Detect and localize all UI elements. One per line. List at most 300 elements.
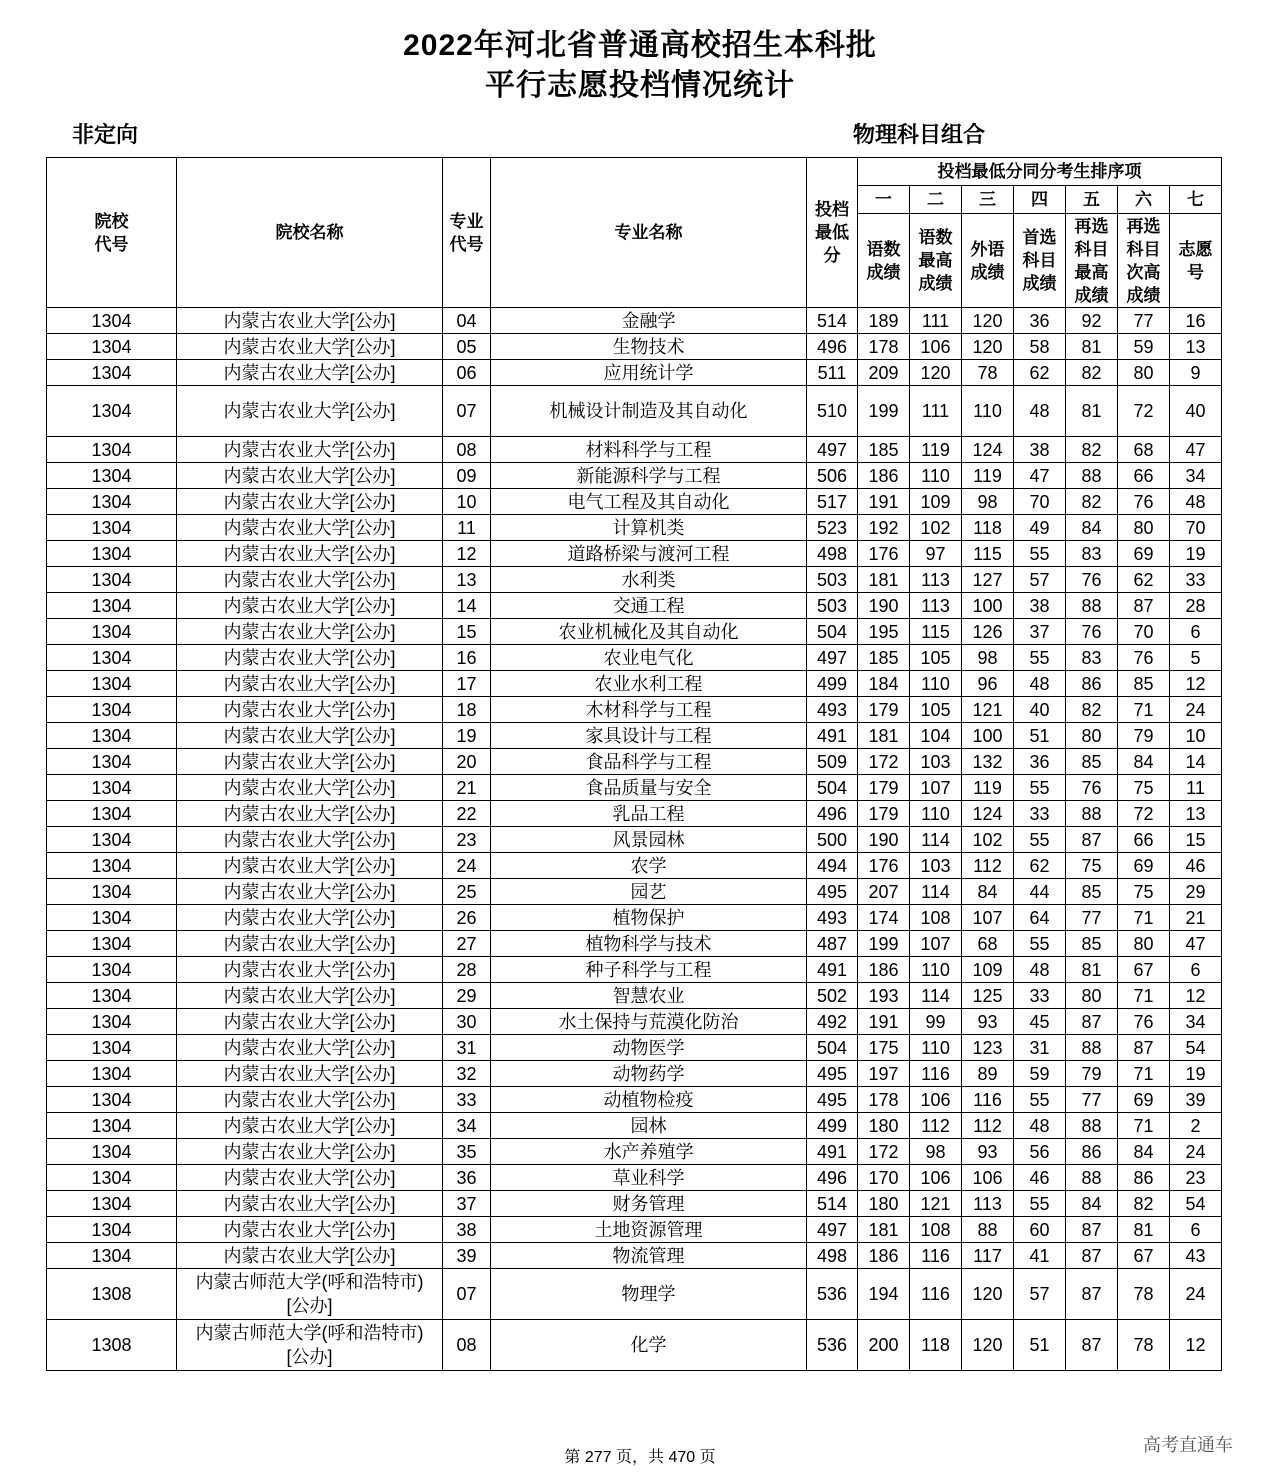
cell-school-name: 内蒙古农业大学[公办]	[177, 1009, 443, 1035]
header-school-name: 院校名称	[177, 158, 443, 308]
cell-major-code: 30	[443, 1009, 491, 1035]
cell-first-subject: 44	[1014, 879, 1066, 905]
cell-min-score: 497	[807, 437, 858, 463]
cell-first-subject: 64	[1014, 905, 1066, 931]
cell-min-score: 495	[807, 1087, 858, 1113]
cell-major-name: 机械设计制造及其自动化	[491, 386, 807, 437]
cell-min-score: 491	[807, 1139, 858, 1165]
table-row	[47, 1217, 1222, 1243]
cell-foreign-lang: 124	[962, 801, 1014, 827]
cell-school-code: 1304	[47, 931, 177, 957]
cell-school-code: 1304	[47, 905, 177, 931]
cell-choice-number: 6	[1170, 619, 1222, 645]
cell-choice-number: 54	[1170, 1035, 1222, 1061]
cell-reselect-max: 80	[1066, 983, 1118, 1009]
cell-first-subject: 48	[1014, 386, 1066, 437]
cell-reselect-second: 71	[1118, 1061, 1170, 1087]
cell-first-subject: 38	[1014, 437, 1066, 463]
cell-yushu-score: 199	[858, 386, 910, 437]
cell-school-code: 1304	[47, 775, 177, 801]
cell-major-name: 种子科学与工程	[491, 957, 807, 983]
cell-reselect-max: 77	[1066, 905, 1118, 931]
cell-major-code: 39	[443, 1243, 491, 1269]
cell-first-subject: 70	[1014, 489, 1066, 515]
cell-foreign-lang: 125	[962, 983, 1014, 1009]
cell-school-code: 1304	[47, 827, 177, 853]
cell-min-score: 495	[807, 1061, 858, 1087]
cell-school-name: 内蒙古农业大学[公办]	[177, 1061, 443, 1087]
cell-first-subject: 59	[1014, 1061, 1066, 1087]
cell-school-name: 内蒙古农业大学[公办]	[177, 334, 443, 360]
cell-reselect-second: 80	[1118, 931, 1170, 957]
cell-major-name: 智慧农业	[491, 983, 807, 1009]
cell-first-subject: 51	[1014, 723, 1066, 749]
cell-major-name: 动植物检疫	[491, 1087, 807, 1113]
cell-school-name: 内蒙古农业大学[公办]	[177, 386, 443, 437]
table-row	[47, 463, 1222, 489]
cell-choice-number: 19	[1170, 1061, 1222, 1087]
cell-school-code: 1304	[47, 879, 177, 905]
table-row	[47, 308, 1222, 334]
cell-choice-number: 10	[1170, 723, 1222, 749]
cell-min-score: 504	[807, 775, 858, 801]
cell-school-name: 内蒙古农业大学[公办]	[177, 749, 443, 775]
cell-school-code: 1304	[47, 463, 177, 489]
cell-school-code: 1308	[47, 1269, 177, 1320]
cell-foreign-lang: 123	[962, 1035, 1014, 1061]
cell-choice-number: 6	[1170, 957, 1222, 983]
cell-yushu-score: 209	[858, 360, 910, 386]
cell-reselect-second: 79	[1118, 723, 1170, 749]
cell-min-score: 517	[807, 489, 858, 515]
cell-reselect-second: 71	[1118, 983, 1170, 1009]
cell-min-score: 491	[807, 723, 858, 749]
cell-major-code: 37	[443, 1191, 491, 1217]
cell-reselect-max: 81	[1066, 957, 1118, 983]
cell-choice-number: 34	[1170, 1009, 1222, 1035]
cell-school-name: 内蒙古农业大学[公办]	[177, 983, 443, 1009]
cell-min-score: 504	[807, 1035, 858, 1061]
header-order-5: 五	[1066, 186, 1118, 214]
table-row	[47, 360, 1222, 386]
cell-school-name: 内蒙古农业大学[公办]	[177, 437, 443, 463]
cell-yushu-score: 179	[858, 775, 910, 801]
cell-reselect-second: 75	[1118, 879, 1170, 905]
table-row	[47, 334, 1222, 360]
table-row	[47, 619, 1222, 645]
cell-yushu-score: 189	[858, 308, 910, 334]
cell-major-name: 道路桥梁与渡河工程	[491, 541, 807, 567]
cell-yushu-max: 104	[910, 723, 962, 749]
cell-major-code: 15	[443, 619, 491, 645]
cell-min-score: 504	[807, 619, 858, 645]
cell-min-score: 506	[807, 463, 858, 489]
cell-yushu-score: 190	[858, 827, 910, 853]
cell-foreign-lang: 107	[962, 905, 1014, 931]
table-row	[47, 1320, 1222, 1371]
cell-foreign-lang: 118	[962, 515, 1014, 541]
table-row	[47, 1113, 1222, 1139]
table-row	[47, 983, 1222, 1009]
cell-yushu-score: 180	[858, 1191, 910, 1217]
header-item-5: 再选科目最高成绩	[1066, 214, 1118, 308]
cell-reselect-max: 86	[1066, 1139, 1118, 1165]
cell-foreign-lang: 112	[962, 853, 1014, 879]
cell-school-name: 内蒙古农业大学[公办]	[177, 671, 443, 697]
cell-yushu-max: 105	[910, 645, 962, 671]
header-item-1: 语数成绩	[858, 214, 910, 308]
cell-reselect-second: 76	[1118, 489, 1170, 515]
cell-major-name: 乳品工程	[491, 801, 807, 827]
table-row	[47, 853, 1222, 879]
cell-reselect-second: 80	[1118, 360, 1170, 386]
cell-first-subject: 55	[1014, 775, 1066, 801]
cell-major-code: 19	[443, 723, 491, 749]
cell-reselect-second: 80	[1118, 515, 1170, 541]
header-item-6: 再选科目次高成绩	[1118, 214, 1170, 308]
cell-yushu-max: 113	[910, 567, 962, 593]
cell-school-name: 内蒙古农业大学[公办]	[177, 775, 443, 801]
cell-major-name: 木材科学与工程	[491, 697, 807, 723]
cell-yushu-score: 207	[858, 879, 910, 905]
cell-foreign-lang: 68	[962, 931, 1014, 957]
cell-yushu-max: 113	[910, 593, 962, 619]
cell-school-name: 内蒙古农业大学[公办]	[177, 957, 443, 983]
cell-major-code: 13	[443, 567, 491, 593]
cell-yushu-max: 115	[910, 619, 962, 645]
table-row	[47, 723, 1222, 749]
cell-reselect-second: 69	[1118, 853, 1170, 879]
cell-reselect-second: 84	[1118, 749, 1170, 775]
cell-first-subject: 41	[1014, 1243, 1066, 1269]
cell-reselect-second: 62	[1118, 567, 1170, 593]
header-item-2: 语数最高成绩	[910, 214, 962, 308]
cell-reselect-second: 66	[1118, 827, 1170, 853]
table-row	[47, 775, 1222, 801]
cell-school-name: 内蒙古农业大学[公办]	[177, 801, 443, 827]
cell-school-code: 1304	[47, 437, 177, 463]
table-row	[47, 1139, 1222, 1165]
cell-major-code: 11	[443, 515, 491, 541]
page-title-line2: 平行志愿投档情况统计	[485, 69, 795, 102]
cell-yushu-score: 175	[858, 1035, 910, 1061]
cell-min-score: 498	[807, 1243, 858, 1269]
cell-foreign-lang: 98	[962, 489, 1014, 515]
cell-major-code: 32	[443, 1061, 491, 1087]
cell-school-code: 1304	[47, 697, 177, 723]
cell-reselect-second: 69	[1118, 541, 1170, 567]
table-row	[47, 1243, 1222, 1269]
cell-yushu-max: 114	[910, 827, 962, 853]
cell-yushu-score: 197	[858, 1061, 910, 1087]
cell-major-code: 12	[443, 541, 491, 567]
cell-min-score: 536	[807, 1269, 858, 1320]
cell-first-subject: 46	[1014, 1165, 1066, 1191]
cell-yushu-max: 114	[910, 879, 962, 905]
cell-foreign-lang: 119	[962, 463, 1014, 489]
cell-foreign-lang: 78	[962, 360, 1014, 386]
cell-reselect-max: 85	[1066, 749, 1118, 775]
cell-foreign-lang: 98	[962, 645, 1014, 671]
cell-major-code: 16	[443, 645, 491, 671]
cell-major-code: 26	[443, 905, 491, 931]
cell-min-score: 511	[807, 360, 858, 386]
cell-foreign-lang: 115	[962, 541, 1014, 567]
cell-reselect-max: 87	[1066, 1217, 1118, 1243]
cell-school-code: 1304	[47, 1139, 177, 1165]
table-row	[47, 489, 1222, 515]
cell-first-subject: 40	[1014, 697, 1066, 723]
cell-yushu-max: 119	[910, 437, 962, 463]
cell-yushu-max: 108	[910, 905, 962, 931]
cell-foreign-lang: 106	[962, 1165, 1014, 1191]
cell-choice-number: 15	[1170, 827, 1222, 853]
cell-yushu-score: 186	[858, 463, 910, 489]
cell-foreign-lang: 110	[962, 386, 1014, 437]
cell-choice-number: 19	[1170, 541, 1222, 567]
cell-yushu-max: 112	[910, 1113, 962, 1139]
cell-reselect-second: 59	[1118, 334, 1170, 360]
cell-reselect-max: 75	[1066, 853, 1118, 879]
cell-min-score: 536	[807, 1320, 858, 1371]
cell-reselect-max: 85	[1066, 931, 1118, 957]
table-row	[47, 879, 1222, 905]
cell-major-name: 植物科学与技术	[491, 931, 807, 957]
cell-reselect-second: 77	[1118, 308, 1170, 334]
cell-major-code: 22	[443, 801, 491, 827]
cell-foreign-lang: 132	[962, 749, 1014, 775]
table-row	[47, 1165, 1222, 1191]
cell-foreign-lang: 126	[962, 619, 1014, 645]
cell-major-name: 材料科学与工程	[491, 437, 807, 463]
cell-first-subject: 55	[1014, 1087, 1066, 1113]
cell-major-name: 应用统计学	[491, 360, 807, 386]
cell-major-name: 植物保护	[491, 905, 807, 931]
cell-yushu-score: 185	[858, 437, 910, 463]
table-row	[47, 801, 1222, 827]
cell-first-subject: 36	[1014, 308, 1066, 334]
cell-yushu-score: 199	[858, 931, 910, 957]
cell-major-name: 水利类	[491, 567, 807, 593]
table-body	[47, 308, 1222, 1371]
cell-school-name: 内蒙古农业大学[公办]	[177, 1191, 443, 1217]
cell-first-subject: 62	[1014, 853, 1066, 879]
cell-yushu-max: 116	[910, 1269, 962, 1320]
cell-yushu-score: 186	[858, 957, 910, 983]
cell-reselect-max: 86	[1066, 671, 1118, 697]
table-row	[47, 515, 1222, 541]
cell-reselect-max: 87	[1066, 1243, 1118, 1269]
cell-reselect-max: 80	[1066, 723, 1118, 749]
cell-choice-number: 24	[1170, 697, 1222, 723]
cell-choice-number: 24	[1170, 1139, 1222, 1165]
cell-major-code: 20	[443, 749, 491, 775]
cell-major-name: 家具设计与工程	[491, 723, 807, 749]
cell-school-name: 内蒙古农业大学[公办]	[177, 1165, 443, 1191]
cell-reselect-second: 85	[1118, 671, 1170, 697]
cell-major-code: 10	[443, 489, 491, 515]
cell-foreign-lang: 120	[962, 308, 1014, 334]
cell-reselect-max: 88	[1066, 801, 1118, 827]
cell-yushu-max: 102	[910, 515, 962, 541]
cell-major-name: 物流管理	[491, 1243, 807, 1269]
cell-school-code: 1304	[47, 567, 177, 593]
cell-yushu-max: 107	[910, 931, 962, 957]
cell-reselect-second: 70	[1118, 619, 1170, 645]
cell-min-score: 494	[807, 853, 858, 879]
cell-school-code: 1304	[47, 541, 177, 567]
cell-min-score: 496	[807, 1165, 858, 1191]
cell-choice-number: 39	[1170, 1087, 1222, 1113]
cell-reselect-second: 78	[1118, 1320, 1170, 1371]
cell-reselect-max: 88	[1066, 463, 1118, 489]
cell-school-code: 1304	[47, 593, 177, 619]
cell-first-subject: 55	[1014, 645, 1066, 671]
cell-school-name: 内蒙古农业大学[公办]	[177, 697, 443, 723]
header-school-code: 院校代号	[47, 158, 177, 308]
cell-yushu-max: 110	[910, 1035, 962, 1061]
cell-major-name: 交通工程	[491, 593, 807, 619]
cell-first-subject: 48	[1014, 1113, 1066, 1139]
cell-major-name: 食品质量与安全	[491, 775, 807, 801]
cell-major-code: 34	[443, 1113, 491, 1139]
cell-major-code: 31	[443, 1035, 491, 1061]
table-row	[47, 386, 1222, 437]
cell-school-name: 内蒙古农业大学[公办]	[177, 1087, 443, 1113]
cell-choice-number: 47	[1170, 931, 1222, 957]
cell-school-code: 1304	[47, 723, 177, 749]
cell-yushu-max: 106	[910, 1087, 962, 1113]
table-row	[47, 905, 1222, 931]
cell-school-code: 1304	[47, 957, 177, 983]
cell-school-name: 内蒙古农业大学[公办]	[177, 515, 443, 541]
cell-choice-number: 5	[1170, 645, 1222, 671]
header-tiebreak-group: 投档最低分同分考生排序项	[858, 158, 1222, 186]
cell-major-name: 园林	[491, 1113, 807, 1139]
cell-school-code: 1304	[47, 515, 177, 541]
cell-major-name: 生物技术	[491, 334, 807, 360]
cell-school-code: 1304	[47, 853, 177, 879]
cell-choice-number: 12	[1170, 671, 1222, 697]
cell-reselect-second: 87	[1118, 1035, 1170, 1061]
cell-foreign-lang: 89	[962, 1061, 1014, 1087]
cell-school-code: 1304	[47, 1165, 177, 1191]
cell-major-code: 08	[443, 1320, 491, 1371]
cell-min-score: 493	[807, 697, 858, 723]
cell-yushu-score: 178	[858, 1087, 910, 1113]
cell-major-code: 28	[443, 957, 491, 983]
cell-foreign-lang: 84	[962, 879, 1014, 905]
cell-reselect-max: 81	[1066, 334, 1118, 360]
cell-reselect-second: 76	[1118, 1009, 1170, 1035]
header-major-name: 专业名称	[491, 158, 807, 308]
cell-school-name: 内蒙古农业大学[公办]	[177, 308, 443, 334]
cell-yushu-max: 103	[910, 853, 962, 879]
cell-school-name: 内蒙古农业大学[公办]	[177, 645, 443, 671]
cell-major-name: 水产养殖学	[491, 1139, 807, 1165]
cell-reselect-max: 84	[1066, 1191, 1118, 1217]
cell-first-subject: 33	[1014, 801, 1066, 827]
cell-reselect-second: 72	[1118, 801, 1170, 827]
cell-min-score: 493	[807, 905, 858, 931]
cell-choice-number: 12	[1170, 1320, 1222, 1371]
cell-major-code: 04	[443, 308, 491, 334]
cell-choice-number: 54	[1170, 1191, 1222, 1217]
cell-min-score: 492	[807, 1009, 858, 1035]
cell-reselect-second: 84	[1118, 1139, 1170, 1165]
cell-reselect-max: 82	[1066, 437, 1118, 463]
cell-major-code: 07	[443, 1269, 491, 1320]
table-row	[47, 931, 1222, 957]
cell-foreign-lang: 112	[962, 1113, 1014, 1139]
cell-reselect-max: 77	[1066, 1087, 1118, 1113]
cell-first-subject: 47	[1014, 463, 1066, 489]
cell-major-name: 电气工程及其自动化	[491, 489, 807, 515]
cell-reselect-max: 83	[1066, 541, 1118, 567]
cell-foreign-lang: 124	[962, 437, 1014, 463]
header-min-score: 投档最低分	[807, 158, 858, 308]
cell-reselect-max: 87	[1066, 1320, 1118, 1371]
cell-reselect-max: 82	[1066, 489, 1118, 515]
table-row	[47, 1087, 1222, 1113]
cell-school-name: 内蒙古农业大学[公办]	[177, 931, 443, 957]
cell-choice-number: 29	[1170, 879, 1222, 905]
table-row	[47, 749, 1222, 775]
cell-min-score: 496	[807, 334, 858, 360]
cell-major-code: 27	[443, 931, 491, 957]
cell-school-code: 1304	[47, 645, 177, 671]
cell-foreign-lang: 120	[962, 334, 1014, 360]
cell-first-subject: 55	[1014, 1191, 1066, 1217]
cell-first-subject: 48	[1014, 957, 1066, 983]
cell-yushu-max: 109	[910, 489, 962, 515]
cell-first-subject: 38	[1014, 593, 1066, 619]
cell-first-subject: 60	[1014, 1217, 1066, 1243]
cell-major-name: 新能源科学与工程	[491, 463, 807, 489]
cell-reselect-max: 87	[1066, 827, 1118, 853]
header-major-code: 专业代号	[443, 158, 491, 308]
cell-first-subject: 31	[1014, 1035, 1066, 1061]
table-row	[47, 1061, 1222, 1087]
cell-first-subject: 51	[1014, 1320, 1066, 1371]
cell-foreign-lang: 116	[962, 1087, 1014, 1113]
cell-reselect-second: 68	[1118, 437, 1170, 463]
page-footer: 第 277 页，共 470 页	[564, 1449, 716, 1466]
cell-school-code: 1304	[47, 489, 177, 515]
cell-first-subject: 36	[1014, 749, 1066, 775]
cell-reselect-max: 82	[1066, 697, 1118, 723]
cell-first-subject: 33	[1014, 983, 1066, 1009]
cell-major-name: 土地资源管理	[491, 1217, 807, 1243]
cell-yushu-max: 111	[910, 386, 962, 437]
cell-major-code: 17	[443, 671, 491, 697]
cell-yushu-max: 106	[910, 1165, 962, 1191]
cell-school-code: 1304	[47, 671, 177, 697]
cell-reselect-max: 76	[1066, 775, 1118, 801]
cell-school-name: 内蒙古农业大学[公办]	[177, 1217, 443, 1243]
cell-yushu-score: 179	[858, 697, 910, 723]
cell-yushu-max: 116	[910, 1243, 962, 1269]
category-right: 物理科目组合	[853, 122, 986, 147]
cell-foreign-lang: 121	[962, 697, 1014, 723]
cell-reselect-max: 79	[1066, 1061, 1118, 1087]
table-row	[47, 1035, 1222, 1061]
cell-major-code: 14	[443, 593, 491, 619]
cell-reselect-second: 71	[1118, 905, 1170, 931]
cell-first-subject: 57	[1014, 1269, 1066, 1320]
cell-reselect-second: 82	[1118, 1191, 1170, 1217]
cell-school-name: 内蒙古师范大学(呼和浩特市)[公办]	[177, 1320, 443, 1371]
